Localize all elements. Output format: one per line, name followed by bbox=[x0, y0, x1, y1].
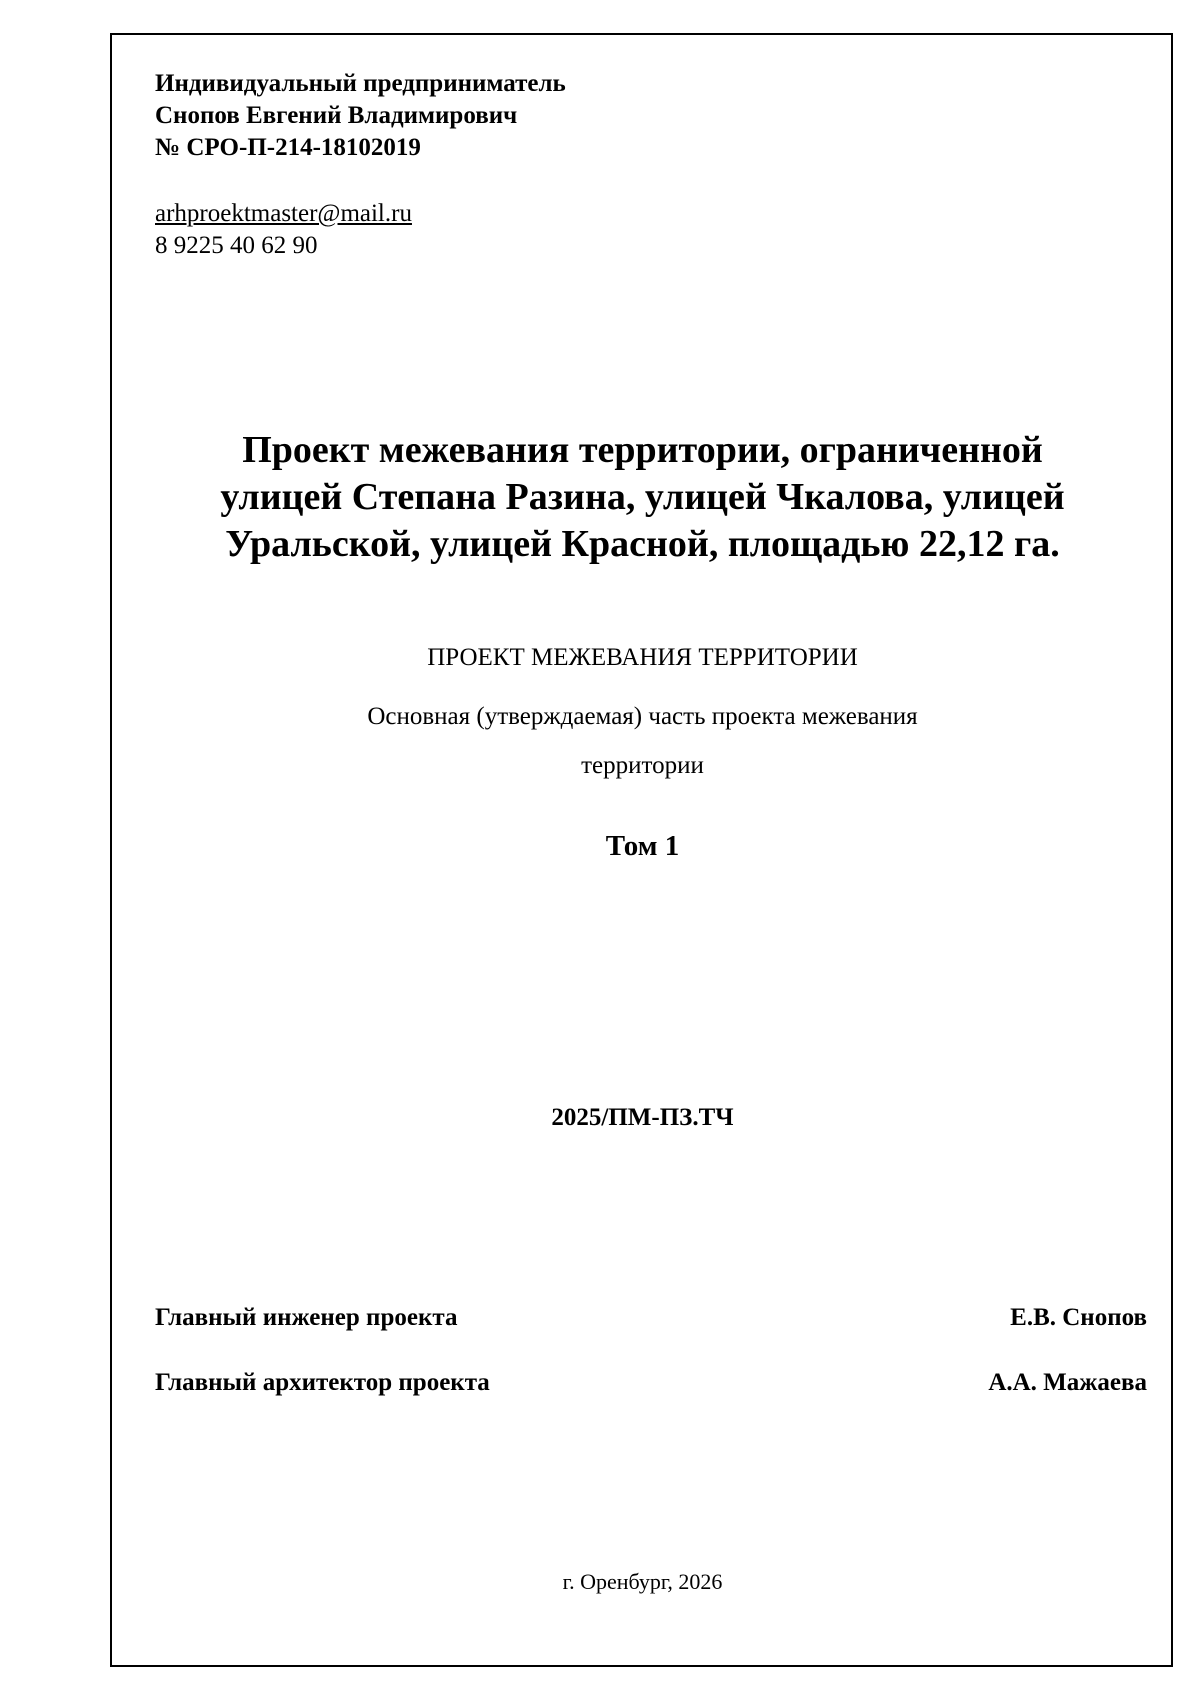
signature-role: Главный архитектор проекта bbox=[155, 1369, 490, 1396]
description-line: территории bbox=[581, 752, 704, 779]
organization-block bbox=[155, 68, 566, 164]
document-code: 2025/ПМ-ПЗ.ТЧ bbox=[551, 1104, 734, 1131]
document-title-line: Проект межевания территории, ограниченной bbox=[242, 429, 1043, 471]
signature-name: Е.В. Снопов bbox=[1010, 1304, 1147, 1331]
place-and-year: г. Оренбург, 2026 bbox=[562, 1569, 723, 1594]
signature-row-chief-architect bbox=[155, 1367, 1147, 1399]
document-title-line: улицей Степана Разина, улицей Чкалова, улицей bbox=[220, 476, 1065, 518]
organization-type: Индивидуальный предприниматель bbox=[155, 70, 566, 97]
sro-number: № СРО-П-214-18102019 bbox=[155, 134, 421, 161]
volume-number: Том 1 bbox=[605, 830, 680, 862]
contacts-block bbox=[155, 198, 412, 262]
document-title-line: Уральской, улицей Красной, площадью 22,12 га. bbox=[225, 523, 1060, 565]
document-description bbox=[150, 692, 1135, 790]
signature-row-chief-engineer bbox=[155, 1302, 1147, 1334]
document-title bbox=[150, 427, 1135, 568]
signature-name: А.А. Мажаева bbox=[988, 1369, 1147, 1396]
email-link[interactable]: arhproektmaster@mail.ru bbox=[155, 200, 412, 227]
phone-number: 8 9225 40 62 90 bbox=[155, 232, 318, 259]
signature-role: Главный инженер проекта bbox=[155, 1304, 458, 1331]
document-subtitle: ПРОЕКТ МЕЖЕВАНИЯ ТЕРРИТОРИИ bbox=[427, 644, 858, 671]
description-line: Основная (утверждаемая) часть проекта межевания bbox=[367, 703, 918, 730]
organization-owner: Снопов Евгений Владимирович bbox=[155, 102, 518, 129]
